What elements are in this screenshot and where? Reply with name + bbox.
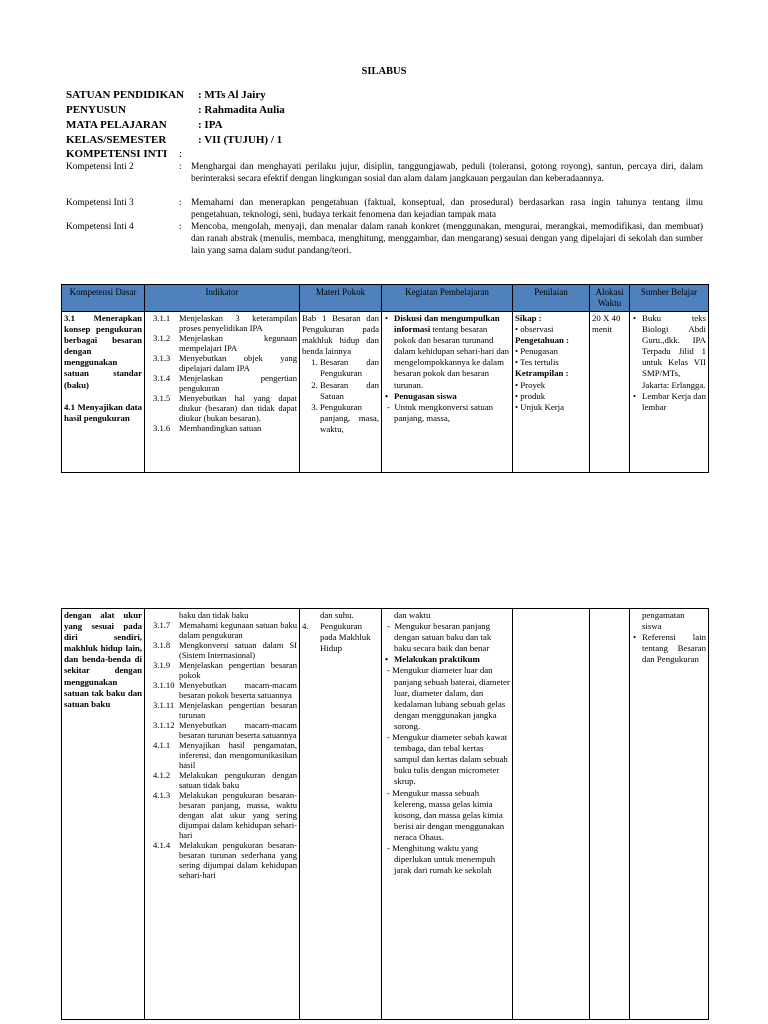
list-item: - Mengukur diameter luar dan panjang sebuah baterai, diameter luar, diameter dalam, dan kedalaman lubang sebuah gelas dengan menggunakan jangka sorong.	[387, 665, 510, 731]
list-item: • Melakukan praktikum	[394, 654, 510, 665]
header-sumber: Sumber Belajar	[630, 285, 709, 312]
list-item: 3.1.2 Menjelaskan kegunaan mempelajari IPA	[153, 333, 297, 353]
list-item: 3.1.1 Menjelaskan 3 keterampilan proses penyelidikan IPA	[153, 313, 297, 333]
list-item: - Untuk mengkonversi satuan panjang, massa,	[387, 401, 494, 423]
list-item: 4. Pengukuran pada Makhluk Hidup	[302, 621, 371, 654]
list-item: 3.1.10 Menyebutkan macam-macam besaran pokok beserta satuannya	[153, 680, 297, 700]
list-item: 3.1.8 Mengkonversi satuan dalam SI (Sistem Internasional)	[153, 640, 297, 660]
header-materi-pokok: Materi Pokok	[300, 285, 382, 312]
document-title: SILABUS	[361, 66, 407, 77]
list-item: 4.1.4 Melakukan pengukuran besaran- besaran turunan sederhana yang sering dijumpai dalam kehidupan sehari-hari	[153, 840, 297, 880]
header-kegiatan: Kegiatan Pembelajaran	[382, 285, 513, 312]
list-item: 3.1.9 Menjelaskan pengertian besaran pokok	[153, 660, 297, 680]
indikator-cell	[145, 312, 300, 473]
list-item: 3. Pengukuran panjang, masa, waktu,	[320, 402, 379, 435]
list-item: 3.1.3 Menyebutkan objek yang dipelajari dalam IPA	[153, 353, 297, 373]
list-item: 1. Besaran dan Pengukuran	[320, 357, 379, 379]
alokasi-cell: 20 X 40 menit	[590, 312, 630, 473]
header-alokasi: Alokasi Waktu	[590, 285, 630, 312]
materi-cell: dan suhu. 4. Pengukuran pada Makhluk Hidup	[300, 609, 382, 1020]
penilaian-cell	[513, 609, 590, 1020]
table-row	[62, 312, 709, 473]
list-item: 3.1.5 Menyebutkan hal yang dapat diukur (besaran) dan tidak dapat diukur (bukan besaran).	[153, 393, 297, 423]
alokasi-cell	[590, 609, 630, 1020]
list-item: - Mengukur besaran panjang dengan satuan baku dan tak baku secara baik dan benar	[387, 621, 492, 654]
list-item: 4.1.2 Melakukan pengukuran dengan satuan tidak baku	[153, 770, 297, 790]
list-item: 3.1.4 Menjelaskan pengertian pengukuran	[153, 373, 297, 393]
header-kompetensi-dasar: Kompetensi Dasar	[62, 285, 145, 312]
penilaian-cell: Sikap : • observasi Pengetahuan : • Penugasan • Tes tertulis Ketrampilan : • Proyek • produk • Unjuk Kerja	[513, 312, 590, 473]
list-item: 4.1.3 Melakukan pengukuran besaran- besaran panjang, massa, waktu dengan alat ukur yang sering dijumpai dalam kehidupan sehari-hari	[153, 790, 297, 840]
list-item: 2. Besaran dan Satuan	[320, 380, 379, 402]
list-item: - Menghitung waktu yang diperlukan untuk menempuh jarak dari rumah ke sekolah	[387, 842, 496, 876]
list-item: 3.1.11 Menjelaskan pengertian besaran turunan	[153, 700, 297, 720]
table-row	[62, 609, 709, 1020]
list-item: 3.1.6 Membandingkan satuan	[153, 423, 262, 433]
materi-cell: Bab 1 Besaran dan Pengukuran pada makhluk hidup dan benda lainnya 1. Besaran dan Pengukuran 2. Besaran dan Satuan 3. Pengukuran panjang, masa, waktu,	[300, 312, 382, 473]
silabus-table-part-1	[61, 284, 709, 473]
list-item: • Diskusi dan mengumpulkan informasi tentang besaran pokok dan besaran turunand dalam kehidupan sehari-hari dan mengelompokkannya ke dalam besaran pokok dan besaran turunan.	[394, 313, 510, 391]
list-item: 4.1.1 Menyajikan hasil pengamatan, inferensi, dan mengomunikasikan hasil	[153, 740, 297, 770]
kegiatan-cell	[382, 312, 513, 473]
table-header-row	[62, 285, 709, 312]
kd-cell: dengan alat ukur yang sesuai pada diri sendiri, makhluk hidup lain, dan benda-benda di sekitar dengan menggunakan satuan tak baku dan satuan baku	[62, 609, 145, 1020]
list-item: - Mengukur massa sebuah kelereng, massa gelas kimia kosong, dan massa gelas kimia berisi air dengan menggunakan neraca Ohaus.	[387, 787, 505, 842]
indikator-cell: baku dan tidak baku 3.1.7 Memahami kegunaan satuan baku dalam pengukuran 3.1.8 Mengkonversi satuan dalam SI (Sistem Internasional) 3.1.9 Menjelaskan pengertian besaran pokok 3.1.10 Menyebutkan macam-macam besaran pokok beserta satuannya 3.1.11 Menjelaskan pengertian besaran turunan 3.1.12 Menyebutkan macam-macam besaran turunan beserta satuannya 4.1.1 Menyajikan hasil pengamatan, inferensi, dan mengomunikasikan hasil 4.1.2 Melakukan pengukuran dengan satuan tidak baku 4.1.3 Melakukan pengukuran besaran- besaran panjang, massa, waktu dengan alat ukur yang sering dijumpai dalam kehidupan sehari-hari 4.1.4 Melakukan pengukuran besaran- besaran turunan sederhana yang sering dijumpai dalam kehidupan sehari-hari	[145, 609, 300, 1020]
list-item: • Buku teks Biologi Abdi Guru.,dkk. IPA Terpadu Jilid 1 untuk Kelas VII SMP/MTs, Jakarta: Erlangga.	[642, 313, 706, 391]
list-item: 3.1.12 Menyebutkan macam-macam besaran turunan beserta satuannya	[153, 720, 297, 740]
list-item: • Penugasan siswa	[394, 391, 510, 402]
sumber-cell: pengamatan siswa • Referensi lain tentang Besaran dan Pengukuran	[630, 609, 709, 1020]
sumber-cell	[630, 312, 709, 473]
header-penilaian: Penilaian	[513, 285, 590, 312]
list-item: 3.1.7 Memahami kegunaan satuan baku dalam pengukuran	[153, 620, 297, 640]
list-item: - Mengukur diameter sebah kawat tembaga, dan tebal kertas sampul dan kertas dalam sebuah buku tulis dengan micrometer skrup.	[387, 732, 508, 787]
header-indikator: Indikator	[145, 285, 300, 312]
list-item: • Lembar Kerja dan lembar	[642, 391, 706, 413]
list-item: • Referensi lain tentang Besaran dan Pengukuran	[642, 632, 706, 665]
kd-cell: 3.1 Menerapkan konsep pengukuran berbagai besaran dengan menggunakan satuan standar (baku) 4.1 Menyajikan data hasil pengukuran	[62, 312, 145, 473]
kegiatan-cell: dan waktu - Mengukur besaran panjang dengan satuan baku dan tak baku secara baik dan benar • Melakukan praktikum - Mengukur diameter luar dan panjang sebuah baterai, diameter luar, diameter dalam, dan kedalaman lubang sebuah gelas dengan menggunakan jangka sorong. - Mengukur diameter sebah kawat tembaga, dan tebal kertas sampul dan kertas dalam sebuah buku tulis dengan micrometer skrup. - Mengukur massa sebuah kelereng, massa gelas kimia kosong, dan massa gelas kimia berisi air dengan menggunakan neraca Ohaus. - Menghitung waktu yang diperlukan untuk menempuh jarak dari rumah ke sekolah	[382, 609, 513, 1020]
silabus-table-part-2	[61, 608, 709, 1020]
